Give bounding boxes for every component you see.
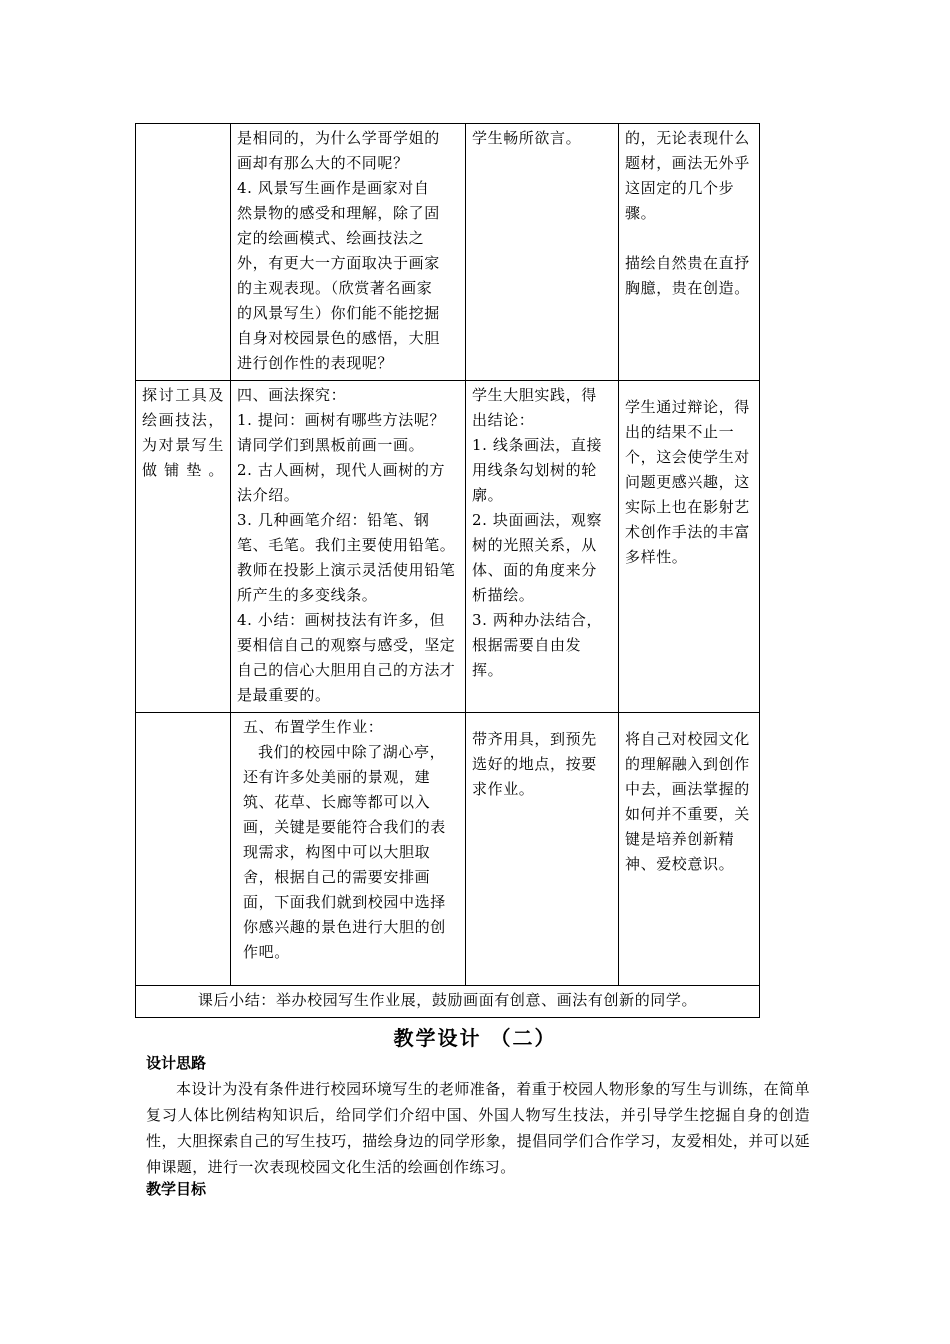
design-intent-cell xyxy=(619,124,760,381)
student-text: 带齐用具，到预先选好的地点，按要求作业。 xyxy=(472,730,597,798)
list-item: 1. 线条画法，直接用线条勾划树的轮廓。 xyxy=(472,436,603,504)
design-paragraph: 本设计为没有条件进行校园环境写生的老师准备，着重于校园人物形象的写生与训练，在简单复习人体比例结构知识后，给同学们介绍中国、外国人物写生技法，并引导学生挖掘自身的创造性，大胆探索自己的写生技巧，描绘身边的同学形象，提倡同学们合作学习，友爱相处，并可以延伸课题，进行一次表现校园文化生活的绘画创作练习。 xyxy=(146,1080,810,1176)
summary-cell: 课后小结：举办校园写生作业展，鼓励画面有创意、画法有创新的同学。 xyxy=(136,986,760,1018)
lesson-plan-table xyxy=(135,123,760,1018)
list-item: 3. 两种办法结合，根据需要自由发挥。 xyxy=(472,611,603,679)
text-line: 外，有更大一方面取决于画家 xyxy=(237,254,440,272)
table-row xyxy=(136,713,760,986)
design-intent-cell xyxy=(619,713,760,986)
intent-text: 的，无论表现什么题材，画法无外乎这固定的几个步骤。 xyxy=(625,129,750,222)
text-line: 是相同的，为什么学哥学姐的 xyxy=(237,129,440,147)
page-title: 教学设计 （二） xyxy=(393,1026,557,1050)
text-line: 4. 风景写生画作是画家对自 xyxy=(237,179,430,197)
section-heading: 四、画法探究： xyxy=(237,386,347,404)
text-line: 进行创作性的表现呢？ xyxy=(237,354,394,372)
teacher-activity-cell xyxy=(231,713,466,986)
goal-cell xyxy=(136,124,231,381)
list-item: 1. 提问：画树有哪些方法呢？请同学们到黑板前画一画。 xyxy=(237,411,446,454)
text-line: 定的绘画模式、绘画技法之 xyxy=(237,229,425,247)
list-item: 2. 块面画法，观察树的光照关系，从体、面的角度来分析描绘。 xyxy=(472,511,603,604)
goal-cell xyxy=(136,713,231,986)
student-activity-cell xyxy=(466,713,619,986)
section-heading: 学生大胆实践，得出结论： xyxy=(472,386,597,429)
intent-text: 学生通过辩论，得出的结果不止一个，这会使学生对问题更感兴趣，这实际上也在影射艺术创作手法的丰富多样性。 xyxy=(625,398,750,566)
list-item: 4. 小结：画树技法有许多，但要相信自己的观察与感受，坚定自己的信心大胆用自己的方法才是最重要的。 xyxy=(237,611,456,704)
text-line: 画却有那么大的不同呢？ xyxy=(237,154,409,172)
goal-cell: 探讨工具及绘画技法，为对景写生做铺垫。 xyxy=(136,381,231,713)
text-line: 的风景写生）你们能不能挖掘 xyxy=(237,304,440,322)
student-activity-cell: 学生畅所欲言。 xyxy=(466,124,619,381)
list-item: 2. 古人画树，现代人画树的方法介绍。 xyxy=(237,461,446,504)
design-heading: 设计思路 xyxy=(146,1054,207,1072)
intent-text: 描绘自然贵在直抒胸臆，贵在创造。 xyxy=(625,254,750,297)
teacher-activity-cell xyxy=(231,124,466,381)
student-activity-cell xyxy=(466,381,619,713)
teacher-activity-cell xyxy=(231,381,466,713)
assignment-text: 我们的校园中除了湖心亭，还有许多处美丽的景观，建筑、花草、长廊等都可以入画，关键是要能符合我们的表现需求，构图中可以大胆取舍，根据自己的需要安排画面，下面我们就到校园中选择你感兴趣的景色进行大胆的创作吧。 xyxy=(243,743,446,961)
list-item: 3. 几种画笔介绍：铅笔、钢笔、毛笔。我们主要使用铅笔。教师在投影上演示灵活使用铅笔所产生的多变线条。 xyxy=(237,511,456,604)
table-row xyxy=(136,381,760,713)
design-intent-cell xyxy=(619,381,760,713)
section-heading: 五、布置学生作业： xyxy=(243,718,384,736)
table-row xyxy=(136,124,760,381)
summary-row xyxy=(136,986,760,1018)
text-line: 自身对校园景色的感悟，大胆 xyxy=(237,329,440,347)
text-line: 然景物的感受和理解，除了固 xyxy=(237,204,440,222)
goals-heading: 教学目标 xyxy=(146,1180,207,1198)
intent-text: 将自己对校园文化的理解融入到创作中去，画法掌握的如何并不重要，关键是培养创新精神、爱校意识。 xyxy=(625,730,750,873)
text-line: 的主观表现。（欣赏著名画家 xyxy=(237,279,433,297)
